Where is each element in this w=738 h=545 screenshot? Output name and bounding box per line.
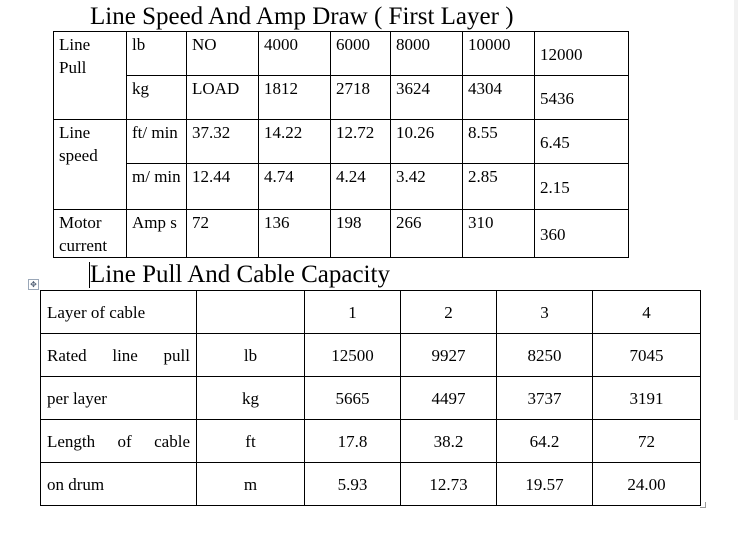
- table-cell: [197, 291, 305, 334]
- table-cell: 2718: [331, 76, 391, 120]
- table-cell: per layer: [41, 377, 197, 420]
- table-row: [41, 334, 701, 377]
- table-cell: kg: [197, 377, 305, 420]
- table-cell: 2: [401, 291, 497, 334]
- table-cell: 3624: [391, 76, 463, 120]
- table-cell: 72: [593, 420, 701, 463]
- table2-title: Line Pull And Cable Capacity: [90, 261, 390, 288]
- table-cell: Motor current: [54, 210, 127, 258]
- page-right-edge: [734, 0, 738, 420]
- table-cell: 2.15: [535, 164, 629, 210]
- table-cell: 1812: [259, 76, 331, 120]
- table-cell: 19.57: [497, 463, 593, 506]
- table-cell: 12.72: [331, 120, 391, 164]
- table-cell: 136: [259, 210, 331, 258]
- table-cell: 6.45: [535, 120, 629, 164]
- table-row: [41, 291, 701, 334]
- table-row: [54, 164, 629, 210]
- table-cell: m/ min: [127, 164, 187, 210]
- table-cell: 10000: [463, 32, 535, 76]
- table-cell: 12500: [305, 334, 401, 377]
- table-cell: 12.44: [187, 164, 259, 210]
- table-row: [41, 377, 701, 420]
- table-cell: lb: [197, 334, 305, 377]
- table-cell: 8000: [391, 32, 463, 76]
- table-row: [54, 76, 629, 120]
- table-row: [41, 420, 701, 463]
- table-cell: 3.42: [391, 164, 463, 210]
- table-cell: 310: [463, 210, 535, 258]
- table-cell: 3: [497, 291, 593, 334]
- table-cell: 8.55: [463, 120, 535, 164]
- table1-title: Line Speed And Amp Draw ( First Layer ): [90, 3, 514, 30]
- cable-capacity-table: [40, 290, 701, 506]
- table-row: [54, 32, 629, 76]
- table-cell: 360: [535, 210, 629, 258]
- table-cell: 4304: [463, 76, 535, 120]
- table-cell: m: [197, 463, 305, 506]
- table-cell: 37.32: [187, 120, 259, 164]
- table-cell: Line Pull: [54, 32, 127, 120]
- table-cell: 5436: [535, 76, 629, 120]
- table-move-handle-icon[interactable]: ✥: [28, 279, 39, 290]
- table-cell: 6000: [331, 32, 391, 76]
- table-cell: ft: [197, 420, 305, 463]
- table-cell: 4.24: [331, 164, 391, 210]
- table-cell: 8250: [497, 334, 593, 377]
- table-cell: Line speed: [54, 120, 127, 210]
- table-cell: on drum: [41, 463, 197, 506]
- line-speed-table: [53, 31, 629, 258]
- table-cell: 266: [391, 210, 463, 258]
- table-row: [54, 210, 629, 258]
- table-cell: LOAD: [187, 76, 259, 120]
- table-cell: 1: [305, 291, 401, 334]
- table-row: [41, 463, 701, 506]
- table-cell: 17.8: [305, 420, 401, 463]
- table-cell: 12.73: [401, 463, 497, 506]
- table-cell: 64.2: [497, 420, 593, 463]
- table-cell: 3737: [497, 377, 593, 420]
- table-cell: 4497: [401, 377, 497, 420]
- table-cell: 4.74: [259, 164, 331, 210]
- table-cell: 3191: [593, 377, 701, 420]
- table-cell: Layer of cable: [41, 291, 197, 334]
- table-cell: 2.85: [463, 164, 535, 210]
- table-cell: 12000: [535, 32, 629, 76]
- table-resize-handle[interactable]: [700, 502, 706, 508]
- table-cell: lb: [127, 32, 187, 76]
- table-cell: 4: [593, 291, 701, 334]
- table-cell: Length of cable: [41, 420, 197, 463]
- table-row: [54, 120, 629, 164]
- table-cell: kg: [127, 76, 187, 120]
- table-cell: 9927: [401, 334, 497, 377]
- table-cell: 14.22: [259, 120, 331, 164]
- table-cell: 10.26: [391, 120, 463, 164]
- table-cell: 38.2: [401, 420, 497, 463]
- table-cell: 7045: [593, 334, 701, 377]
- table-cell: Amp s: [127, 210, 187, 258]
- table-cell: 5.93: [305, 463, 401, 506]
- table-cell: Rated line pull: [41, 334, 197, 377]
- table-cell: NO: [187, 32, 259, 76]
- table-cell: 24.00: [593, 463, 701, 506]
- table-cell: 72: [187, 210, 259, 258]
- table-cell: 5665: [305, 377, 401, 420]
- table-cell: ft/ min: [127, 120, 187, 164]
- table-cell: 198: [331, 210, 391, 258]
- table-cell: 4000: [259, 32, 331, 76]
